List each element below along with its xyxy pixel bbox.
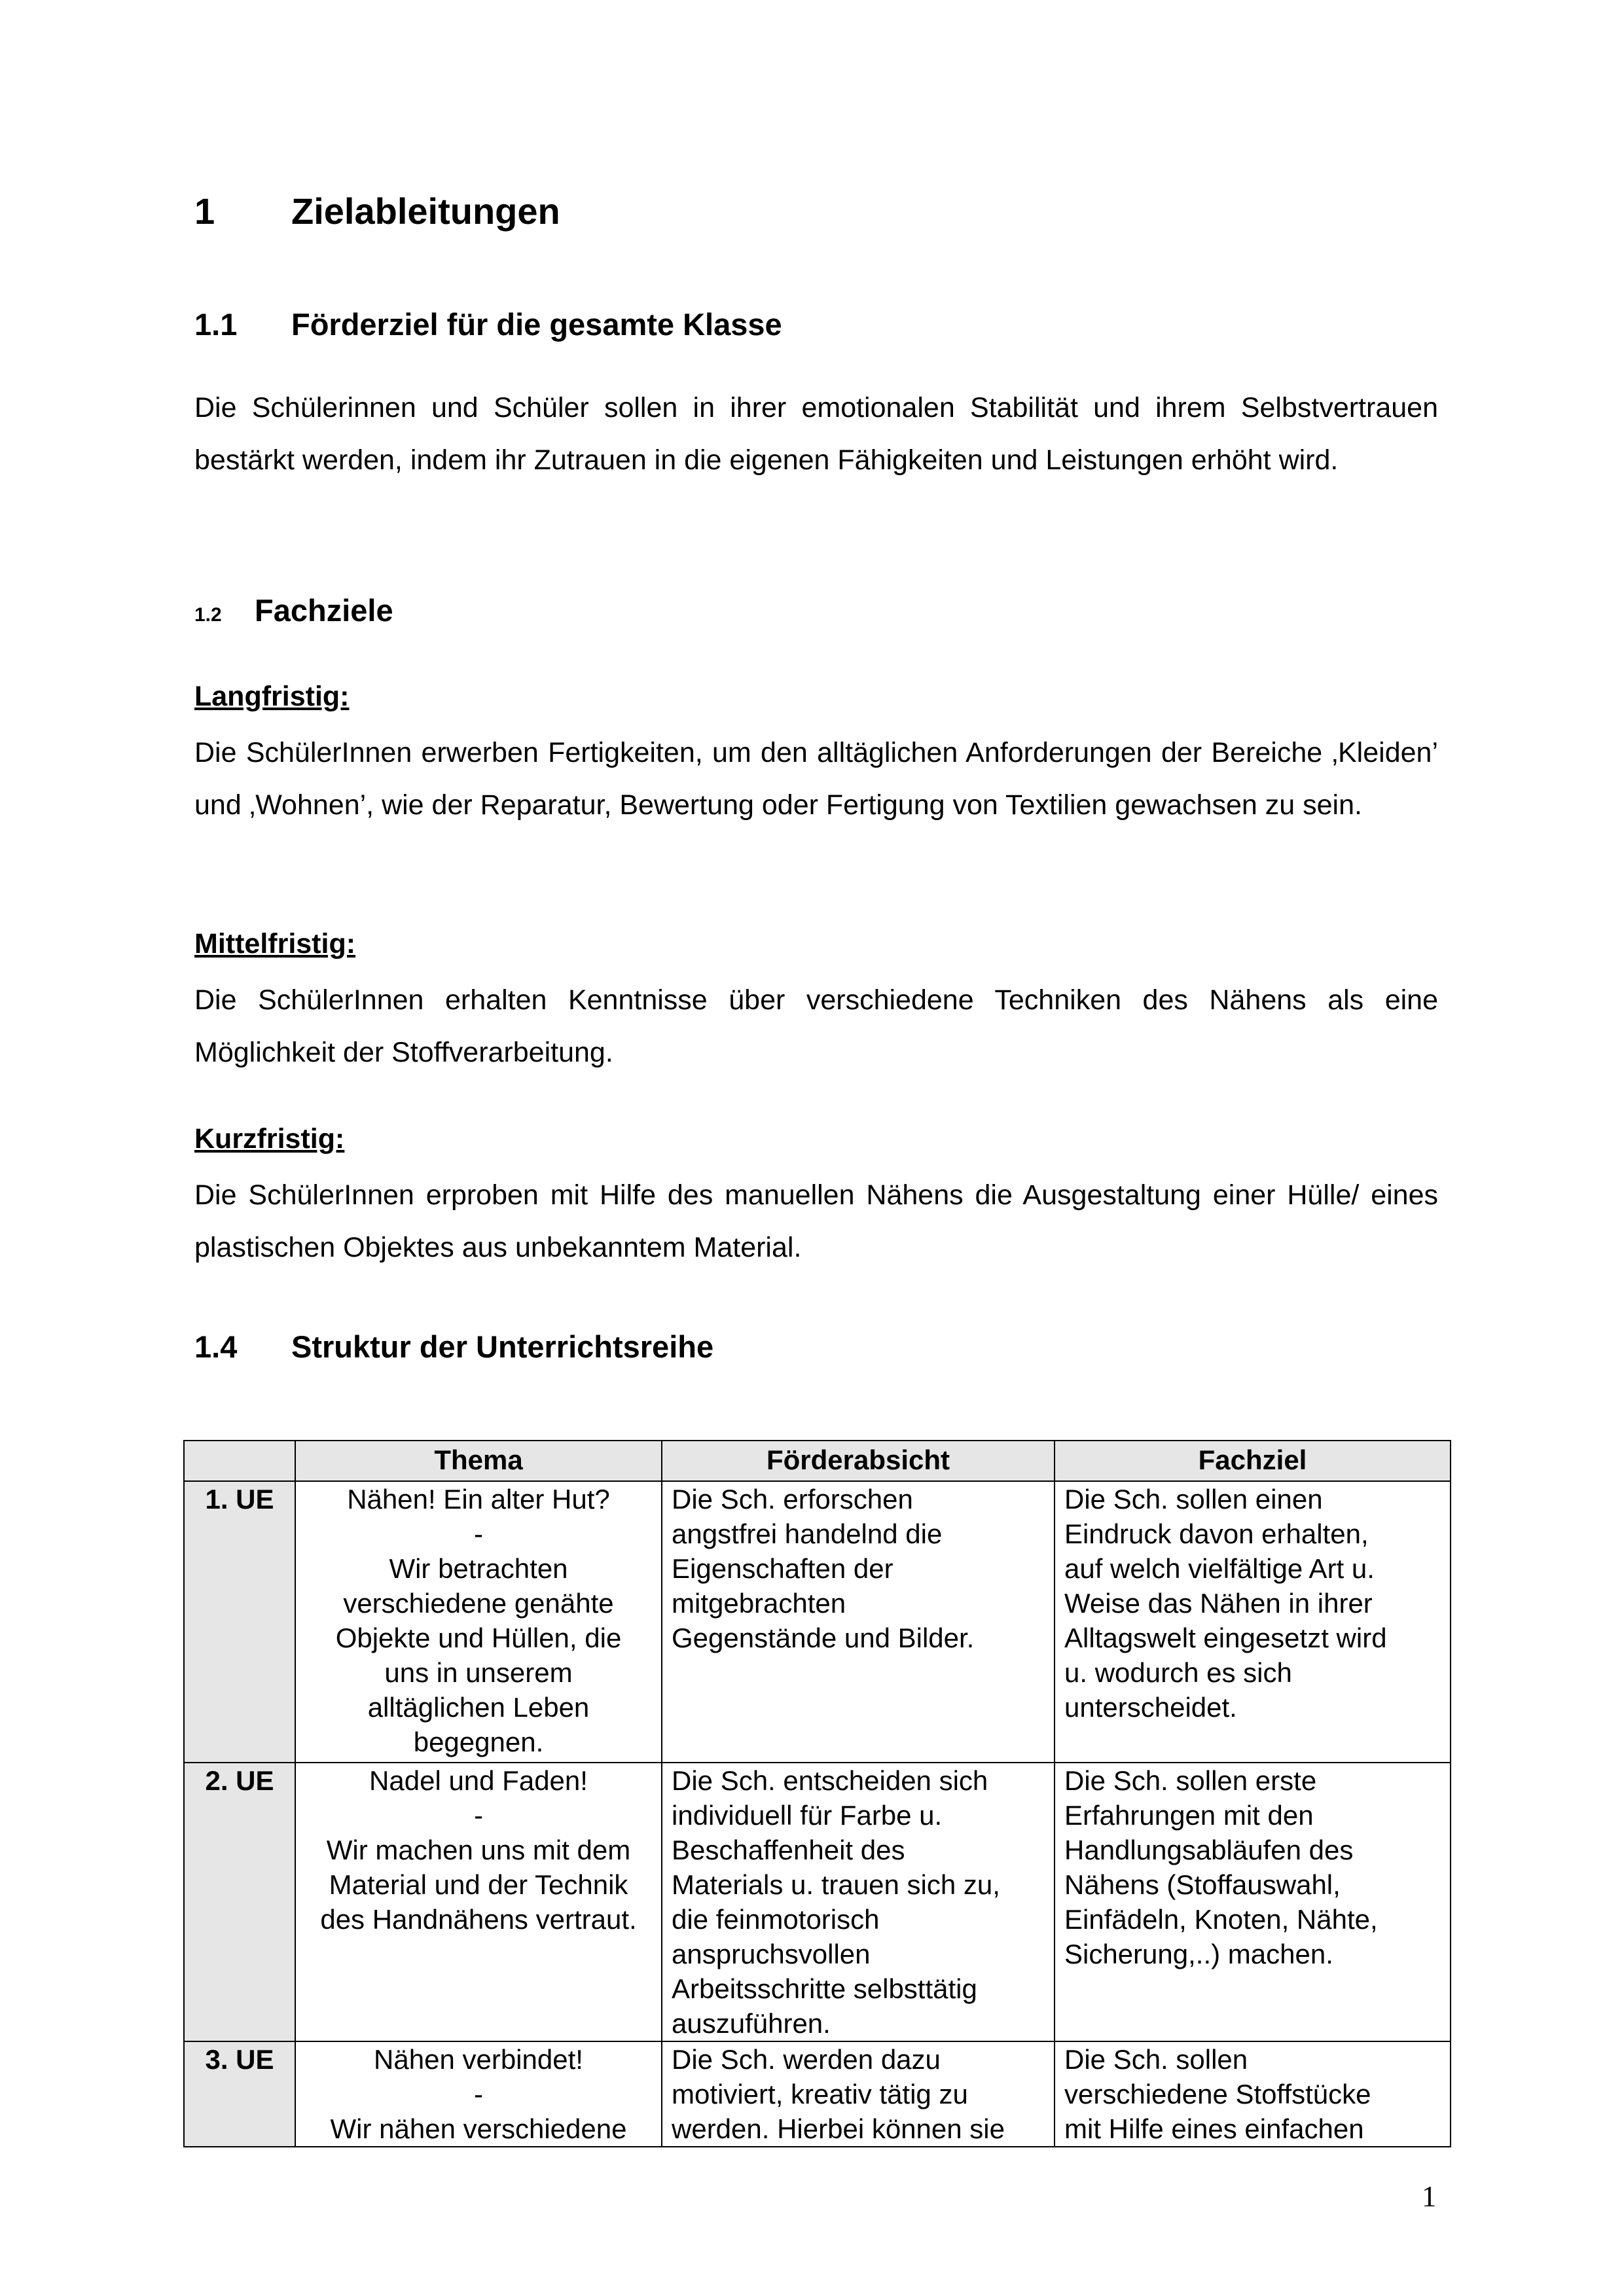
kurzfristig-paragraph: Die SchülerInnen erproben mit Hilfe des manuellen Nähens die Ausgestaltung einer Hülle/ eines plastischen Objektes aus unbekanntem Material. [194,1179,1438,1263]
cell-line: Die Sch. entscheiden sich [672,1765,988,1796]
cell-line: verschiedene Stoffstücke [1064,2079,1371,2109]
cell-line: individuell für Farbe u. [672,1800,943,1831]
foerderabsicht-cell [662,1763,1055,2041]
cell-line: Handlungsabläufen des [1064,1835,1354,1865]
cell-line: auszuführen. [672,2008,831,2039]
heading-1-4 [194,1329,713,1365]
fachziel-cell [1055,1481,1451,1763]
cell-line: Die Sch. werden dazu [672,2044,941,2075]
cell-line: Erfahrungen mit den [1064,1800,1314,1831]
ue-cell: 3. UE [184,2041,295,2147]
cell-line: auf welch vielfältige Art u. [1064,1553,1375,1584]
foerderabsicht-cell [662,1481,1055,1763]
header-ue [184,1441,295,1481]
cell-line: Die Sch. sollen einen [1064,1484,1323,1515]
cell-line: Arbeitsschritte selbsttätig [672,1973,977,2004]
thema-cell [295,2041,662,2147]
heading-1-1 [194,306,782,342]
cell-line: Die Sch. erforschen [672,1484,913,1515]
foerderziel-paragraph: Die Schülerinnen und Schüler sollen in ihrer emotionalen Stabilität und ihrem Selbstvertrauen bestärkt werden, indem ihr Zutrauen in die eigenen Fähigkeiten und Leistungen erhöht wird. [194,392,1438,476]
thema-cell [295,1763,662,2041]
heading-title: Fachziele [255,593,393,628]
cell-line: begegnen. [413,1727,544,1757]
ue-cell: 1. UE [184,1481,295,1763]
cell-line: Wir betrachten [389,1553,568,1584]
heading-1-2 [194,592,393,628]
heading-number: 1.2 [194,604,222,626]
cell-line: Eindruck davon erhalten, [1064,1518,1369,1549]
thema-cell [295,1481,662,1763]
cell-line: - [474,1518,483,1549]
cell-line: Sicherung,..) machen. [1064,1939,1333,1969]
cell-line: des Handnähens vertraut. [320,1904,637,1935]
cell-line: Wir machen uns mit dem [326,1835,631,1865]
cell-line: angstfrei handelnd die [672,1518,943,1549]
cell-line: Wir nähen verschiedene [330,2113,627,2144]
header-thema: Thema [295,1441,662,1481]
cell-line: unterscheidet. [1064,1692,1237,1723]
heading-number: 1 [194,190,215,232]
cell-line: mitgebrachten [672,1588,846,1619]
heading-title: Zielableitungen [291,190,560,232]
cell-line: Gegenstände und Bilder. [672,1623,975,1653]
cell-line: Nähen verbindet! [374,2044,583,2075]
cell-line: verschiedene genähte [343,1588,614,1619]
cell-line: die feinmotorisch [672,1904,880,1935]
cell-line: mit Hilfe eines einfachen [1064,2113,1364,2144]
cell-line: uns in unserem [384,1657,573,1688]
fachziel-cell [1055,2041,1451,2147]
structure-table [183,1440,1451,2147]
cell-line: anspruchsvollen [672,1939,871,1969]
header-fachziel: Fachziel [1055,1441,1451,1481]
cell-line: Materials u. trauen sich zu, [672,1869,1000,1900]
cell-line: - [474,1800,483,1831]
cell-line: Alltagswelt eingesetzt wird [1064,1623,1387,1653]
langfristig-label: Langfristig: [194,681,350,712]
cell-line: Nähens (Stoffauswahl, [1064,1869,1341,1900]
cell-line: werden. Hierbei können sie [672,2113,1005,2144]
table-row [184,1763,1451,2041]
heading-zielableitungen [194,190,560,232]
cell-line: Nähen! Ein alter Hut? [347,1484,610,1515]
cell-line: alltäglichen Leben [367,1692,590,1723]
cell-line: motiviert, kreativ tätig zu [672,2079,968,2109]
table-body [184,1481,1451,2147]
cell-line: Die Sch. sollen [1064,2044,1248,2075]
table-row [184,2041,1451,2147]
header-foerderabsicht: Förderabsicht [662,1441,1055,1481]
heading-number: 1.4 [194,1329,238,1364]
kurzfristig-label: Kurzfristig: [194,1123,345,1155]
cell-line: Einfädeln, Knoten, Nähte, [1064,1904,1378,1935]
page-number: 1 [1422,2180,1437,2213]
cell-line: - [474,2079,483,2109]
cell-line: Die Sch. sollen erste [1064,1765,1317,1796]
heading-title: Struktur der Unterrichtsreihe [291,1329,714,1364]
heading-number: 1.1 [194,307,238,342]
langfristig-paragraph: Die SchülerInnen erwerben Fertigkeiten, um den alltäglichen Anforderungen der Bereiche ‚Kleiden’ und ‚Wohnen’, wie der Reparatur, Bewertung oder Fertigung von Textilien gewachsen zu sein. [194,737,1438,821]
table-row [184,1481,1451,1763]
ue-cell: 2. UE [184,1763,295,2041]
mittelfristig-paragraph: Die SchülerInnen erhalten Kenntnisse über verschiedene Techniken des Nähens als eine Möglichkeit der Stoffverarbeitung. [194,984,1438,1068]
fachziel-cell [1055,1763,1451,2041]
cell-line: Eigenschaften der [672,1553,893,1584]
heading-title: Förderziel für die gesamte Klasse [291,307,782,342]
cell-line: Material und der Technik [329,1869,628,1900]
cell-line: Objekte und Hüllen, die [335,1623,622,1653]
cell-line: Weise das Nähen in ihrer [1064,1588,1373,1619]
cell-line: Beschaffenheit des [672,1835,905,1865]
foerderabsicht-cell [662,2041,1055,2147]
table-header-row [184,1441,1451,1481]
cell-line: Nadel und Faden! [369,1765,588,1796]
cell-line: u. wodurch es sich [1064,1657,1292,1688]
mittelfristig-label: Mittelfristig: [194,928,356,960]
